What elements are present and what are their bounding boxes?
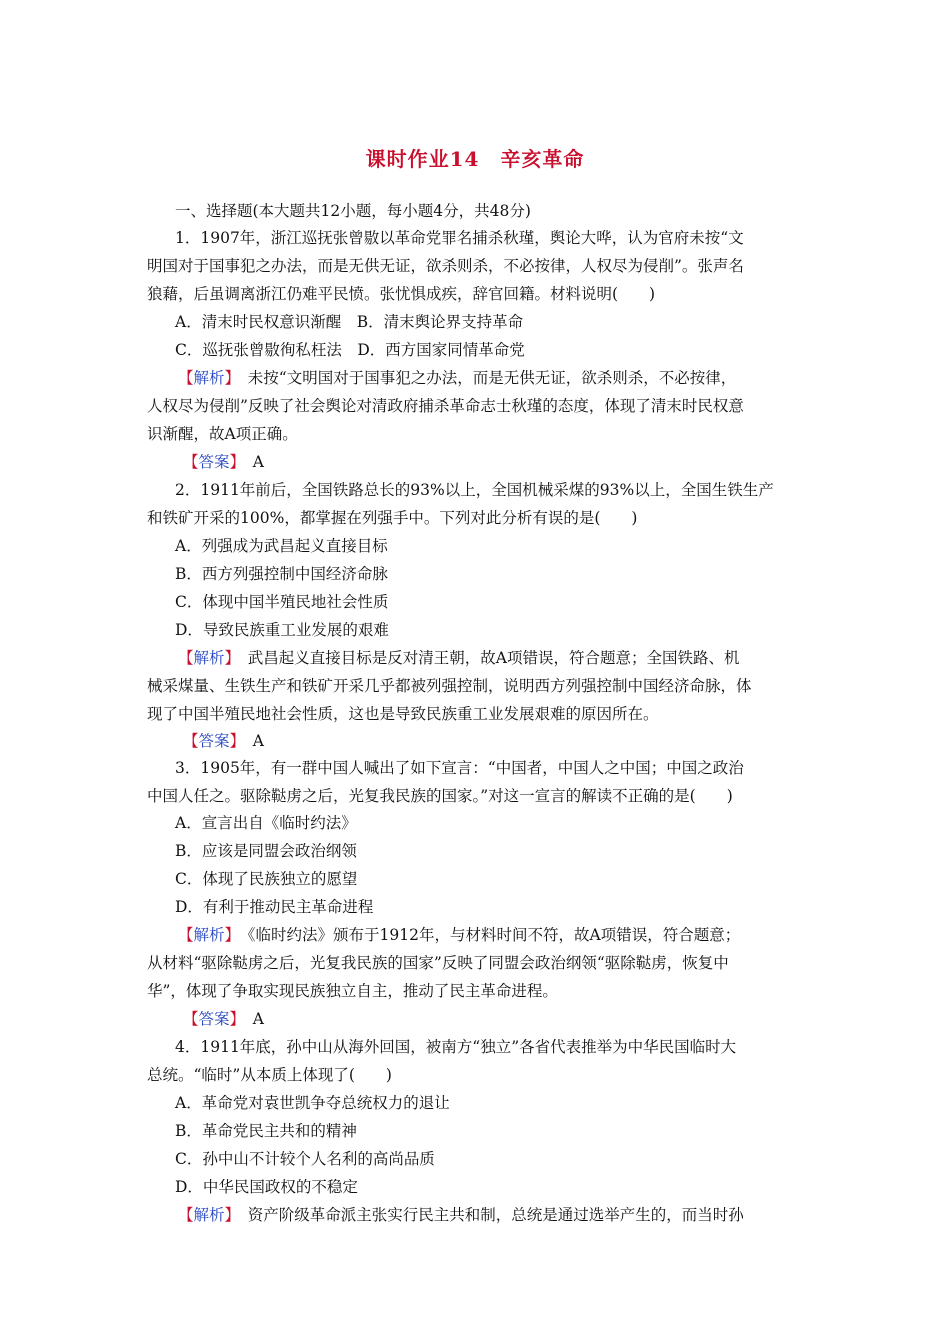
analysis-label: 解析 <box>193 1206 225 1224</box>
answer-value: A <box>237 732 264 750</box>
analysis-line <box>147 396 744 416</box>
answer-option: B．应该是同盟会政治纲领 <box>175 842 357 860</box>
answer-value: A <box>237 453 264 471</box>
answer-option: A．宣言出自《临时约法》 <box>175 814 357 832</box>
answer-option: D．中华民国政权的不稳定 <box>175 1178 358 1196</box>
analysis-line <box>178 1205 744 1225</box>
answer-option: A．革命党对袁世凯争夺总统权力的退让 <box>175 1094 450 1112</box>
question-stem-line: 和铁矿开采的100%，都掌握在列强手中。下列对此分析有误的是( ) <box>147 509 638 527</box>
question-stem-line: 狼藉，后虽调离浙江仍难平民愤。张忧惧成疾，辞官回籍。材料说明( ) <box>147 285 656 303</box>
question-stem-line: 4．1911年底，孙中山从海外回国，被南方“独立”各省代表推举为中华民国临时大 <box>175 1038 737 1056</box>
tag-bracket: 】 <box>224 649 233 667</box>
tag-bracket: 【 <box>178 369 194 387</box>
analysis-line <box>147 704 659 724</box>
analysis-line <box>178 925 740 945</box>
answer-label: 答案 <box>198 1010 230 1028</box>
analysis-line <box>147 953 729 973</box>
question-stem-line: 1．1907年，浙江巡抚张曾敭以革命党罪名捕杀秋瑾，舆论大哗，认为官府未按“文 <box>175 229 744 247</box>
tag-bracket: 【 <box>183 1010 199 1028</box>
analysis-line <box>147 981 558 1001</box>
analysis-line <box>178 368 736 388</box>
analysis-line <box>178 648 740 668</box>
answer-option: D．导致民族重工业发展的艰难 <box>175 621 389 639</box>
analysis-label: 解析 <box>193 926 225 944</box>
tag-bracket: 】 <box>224 926 233 944</box>
tag-bracket: 【 <box>178 649 194 667</box>
page-title: 课时作业14 辛亥革命 <box>365 147 585 171</box>
answer-option: D．有利于推动民主革命进程 <box>175 898 374 916</box>
analysis-text: 未按“文明国对于国事犯之办法，而是无供无证，欲杀则杀，不必按律， <box>232 369 737 387</box>
analysis-text: 从材料“驱除鞑虏之后，光复我民族的国家”反映了同盟会政治纲领“驱除鞑虏，恢复中 <box>147 954 729 972</box>
analysis-line <box>147 424 298 444</box>
answer-option: B．革命党民主共和的精神 <box>175 1122 357 1140</box>
tag-bracket: 【 <box>183 453 199 471</box>
analysis-text: 武昌起义直接目标是反对清王朝，故A项错误，符合题意；全国铁路、机 <box>232 649 740 667</box>
answer-line <box>183 452 264 472</box>
answer-line <box>183 1009 264 1029</box>
analysis-line <box>147 676 752 696</box>
answer-option: C．巡抚张曾敭徇私枉法 D．西方国家同情革命党 <box>175 341 525 359</box>
tag-bracket: 】 <box>224 1206 233 1224</box>
analysis-text: 现了中国半殖民地社会性质，这也是导致民族重工业发展艰难的原因所在。 <box>147 705 659 723</box>
answer-option: C．孙中山不计较个人名利的高尚品质 <box>175 1150 435 1168</box>
tag-bracket: 】 <box>224 369 233 387</box>
tag-bracket: 【 <box>178 1206 194 1224</box>
analysis-text: 资产阶级革命派主张实行民主共和制，总统是通过选举产生的，而当时孙 <box>232 1206 744 1224</box>
answer-label: 答案 <box>198 732 230 750</box>
analysis-text: 人权尽为侵削”反映了社会舆论对清政府捕杀革命志士秋瑾的态度，体现了清末时民权意 <box>147 397 744 415</box>
tag-bracket: 【 <box>178 926 194 944</box>
answer-value: A <box>237 1010 264 1028</box>
answer-option: C．体现中国半殖民地社会性质 <box>175 593 389 611</box>
question-stem-line: 3．1905年，有一群中国人喊出了如下宣言：“中国者，中国人之中国；中国之政治 <box>175 759 744 777</box>
analysis-text: 械采煤量、生铁生产和铁矿开采几乎都被列强控制，说明西方列强控制中国经济命脉，体 <box>147 677 752 695</box>
question-stem-line: 中国人任之。驱除鞑虏之后，光复我民族的国家。”对这一宣言的解读不正确的是( ) <box>147 787 733 805</box>
section-heading: 一、选择题(本大题共12小题，每小题4分，共48分) <box>175 202 531 220</box>
question-stem-line: 总统。“临时”从本质上体现了( ) <box>147 1066 392 1084</box>
analysis-label: 解析 <box>193 369 225 387</box>
tag-bracket: 】 <box>229 1010 238 1028</box>
analysis-text: 《临时约法》颁布于1912年，与材料时间不符，故A项错误，符合题意； <box>232 926 741 944</box>
answer-label: 答案 <box>198 453 230 471</box>
analysis-label: 解析 <box>193 649 225 667</box>
answer-option: C．体现了民族独立的愿望 <box>175 870 358 888</box>
tag-bracket: 】 <box>229 732 238 750</box>
tag-bracket: 【 <box>183 732 199 750</box>
answer-option: A．清末时民权意识渐醒 B．清末舆论界支持革命 <box>175 313 524 331</box>
answer-option: B．西方列强控制中国经济命脉 <box>175 565 388 583</box>
analysis-text: 识渐醒，故A项正确。 <box>147 425 298 443</box>
answer-option: A．列强成为武昌起义直接目标 <box>175 537 388 555</box>
answer-line <box>183 731 264 751</box>
tag-bracket: 】 <box>229 453 238 471</box>
analysis-text: 华”，体现了争取实现民族独立自主，推动了民主革命进程。 <box>147 982 558 1000</box>
question-stem-line: 明国对于国事犯之办法，而是无供无证，欲杀则杀，不必按律，人权尽为侵削”。张声名 <box>147 257 744 275</box>
question-stem-line: 2．1911年前后，全国铁路总长的93%以上，全国机械采煤的93%以上，全国生铁生产 <box>175 481 774 499</box>
